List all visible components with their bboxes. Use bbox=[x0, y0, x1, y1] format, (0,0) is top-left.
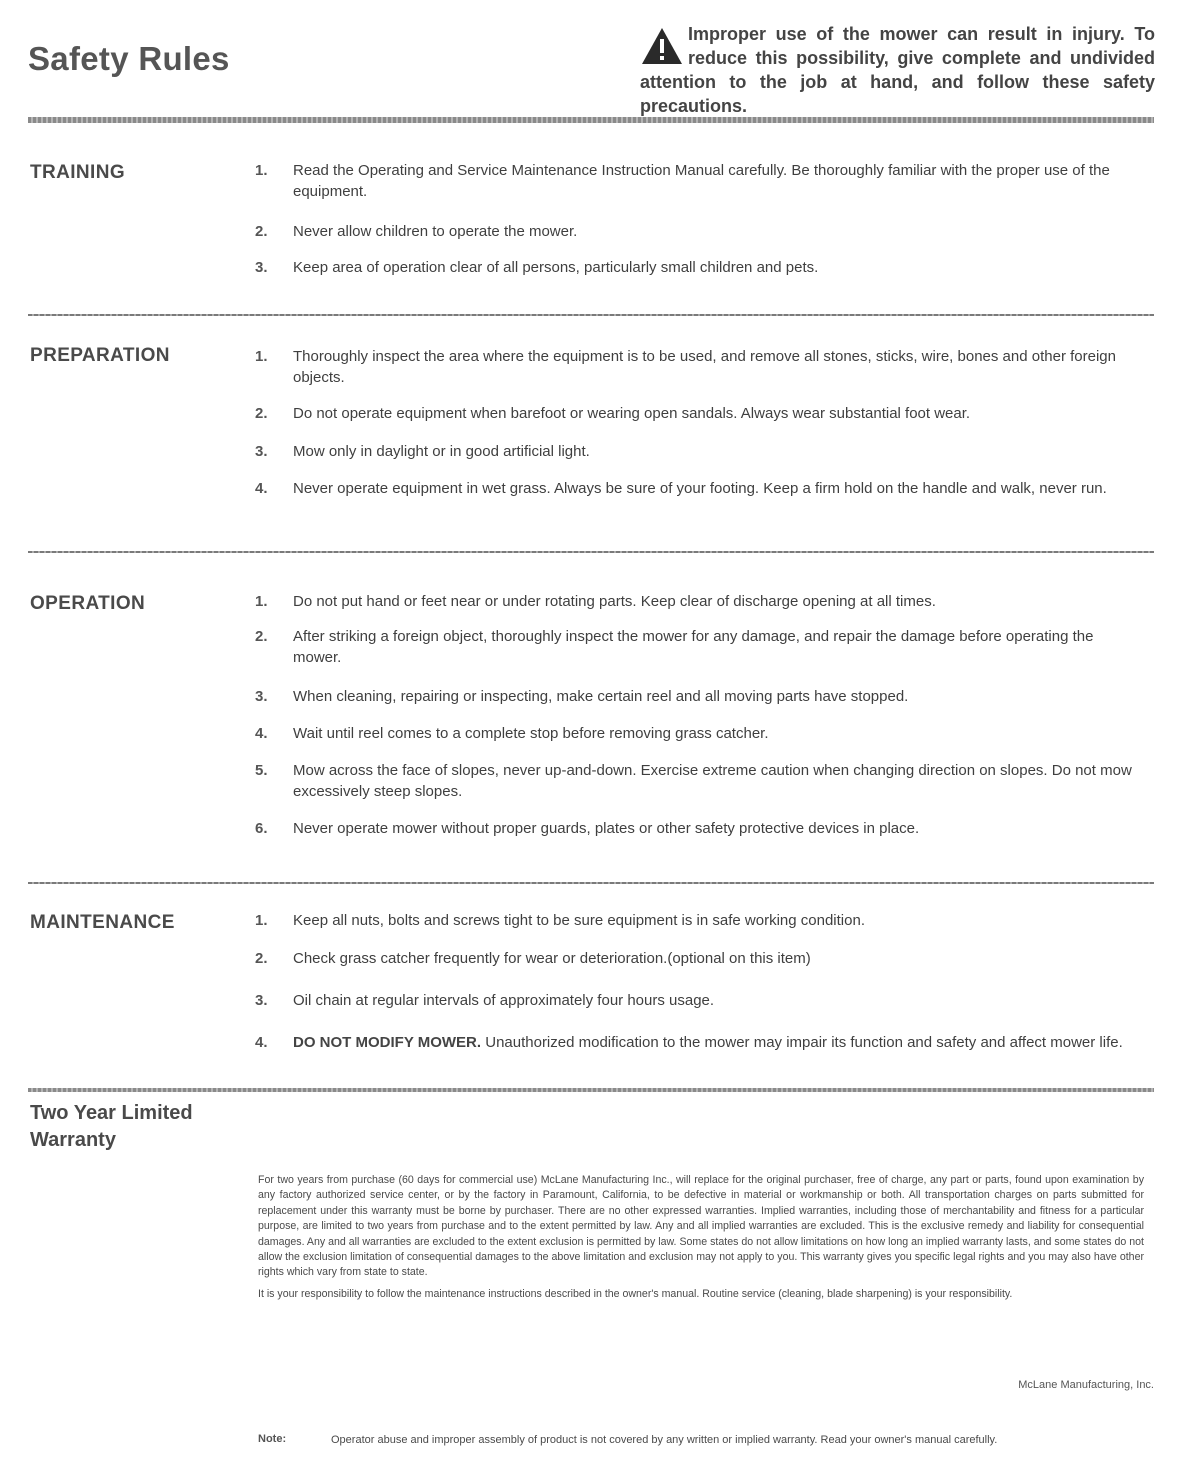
item-number: 3. bbox=[255, 443, 268, 460]
item-text: Mow across the face of slopes, never up-and-down. Exercise extreme caution when changing direction on slopes. Do not mow excessively steep slopes. bbox=[293, 762, 1132, 800]
list-item bbox=[255, 626, 1145, 668]
item-number: 6. bbox=[255, 820, 268, 837]
item-number: 3. bbox=[255, 259, 268, 276]
list-item bbox=[255, 723, 1145, 744]
section-heading-operation: OPERATION bbox=[30, 593, 146, 614]
list-item bbox=[255, 760, 1145, 802]
list-item bbox=[255, 478, 1145, 499]
item-number: 4. bbox=[255, 1034, 268, 1051]
section-heading-maintenance: MAINTENANCE bbox=[30, 912, 175, 933]
manufacturer-signature: McLane Manufacturing, Inc. bbox=[1018, 1379, 1154, 1391]
list-item bbox=[255, 441, 1145, 462]
list-item bbox=[255, 990, 1145, 1011]
item-number: 2. bbox=[255, 223, 268, 240]
list-item bbox=[255, 346, 1145, 388]
modify-warning-text: Unauthorized modification to the mower may impair its function and safety and affect mower life. bbox=[481, 1034, 1123, 1051]
list-item bbox=[255, 257, 1145, 278]
item-number: 3. bbox=[255, 992, 268, 1009]
item-number: 2. bbox=[255, 950, 268, 967]
item-text: Wait until reel comes to a complete stop before removing grass catcher. bbox=[293, 725, 769, 742]
warranty-divider bbox=[28, 1088, 1154, 1092]
item-number: 2. bbox=[255, 405, 268, 422]
item-number: 4. bbox=[255, 725, 268, 742]
section-divider bbox=[28, 882, 1154, 884]
item-text: Do not put hand or feet near or under rotating parts. Keep clear of discharge opening at all times. bbox=[293, 593, 936, 610]
item-number: 3. bbox=[255, 688, 268, 705]
item-number: 5. bbox=[255, 762, 268, 779]
item-text: Never operate mower without proper guards, plates or other safety protective devices in place. bbox=[293, 820, 920, 837]
list-item bbox=[255, 948, 1145, 969]
item-text bbox=[293, 1032, 1145, 1053]
item-text: Keep all nuts, bolts and screws tight to be sure equipment is in safe working condition. bbox=[293, 912, 865, 929]
item-text: Never operate equipment in wet grass. Always be sure of your footing. Keep a firm hold on the handle and walk, never run. bbox=[293, 480, 1107, 497]
section-divider bbox=[28, 551, 1154, 553]
item-number: 4. bbox=[255, 480, 268, 497]
item-text: Do not operate equipment when barefoot or wearing open sandals. Always wear substantial foot wear. bbox=[293, 405, 971, 422]
note-text: Operator abuse and improper assembly of product is not covered by any written or implied warranty. Read your owner's manual carefully. bbox=[331, 1434, 998, 1446]
item-text: Read the Operating and Service Maintenance Instruction Manual carefully. Be thoroughly familiar with the proper use of the equipment. bbox=[293, 162, 1110, 200]
list-item bbox=[255, 221, 1145, 242]
item-text: Thoroughly inspect the area where the equipment is to be used, and remove all stones, sticks, wire, bones and other foreign objects. bbox=[293, 348, 1116, 386]
warranty-body bbox=[258, 1173, 1144, 1308]
list-item bbox=[255, 160, 1145, 202]
warranty-title: Two Year Limited Warranty bbox=[30, 1102, 193, 1151]
item-number: 2. bbox=[255, 628, 268, 645]
item-number: 1. bbox=[255, 348, 268, 365]
item-number: 1. bbox=[255, 593, 268, 610]
item-text: Check grass catcher frequently for wear or deterioration.(optional on this item) bbox=[293, 950, 811, 967]
section-divider bbox=[28, 314, 1154, 316]
list-item bbox=[255, 910, 1145, 931]
header-divider bbox=[28, 117, 1154, 123]
warning-text: Improper use of the mower can result in injury. To reduce this possibility, give complete and undivided attention to the job at hand, and follow these safety precautions. bbox=[640, 24, 1155, 116]
page-title: Safety Rules bbox=[28, 40, 230, 77]
section-heading-preparation: PREPARATION bbox=[30, 345, 170, 366]
modify-warning: DO NOT MODIFY MOWER. bbox=[293, 1034, 482, 1051]
item-text: When cleaning, repairing or inspecting, make certain reel and all moving parts have stopped. bbox=[293, 688, 909, 705]
item-text: Mow only in daylight or in good artificial light. bbox=[293, 443, 590, 460]
item-number: 1. bbox=[255, 162, 268, 179]
list-item bbox=[255, 818, 1145, 839]
item-text: Keep area of operation clear of all persons, particularly small children and pets. bbox=[293, 259, 819, 276]
note-label: Note: bbox=[258, 1433, 287, 1445]
item-text: Oil chain at regular intervals of approximately four hours usage. bbox=[293, 992, 715, 1009]
section-heading-training: TRAINING bbox=[30, 162, 126, 183]
warning-box bbox=[640, 22, 1155, 118]
list-item bbox=[255, 686, 1145, 707]
warranty-paragraph: It is your responsibility to follow the maintenance instructions described in the owner's manual. Routine service (cleaning, blade sharpening) is your responsibility. bbox=[258, 1287, 1013, 1300]
item-text: After striking a foreign object, thoroughly inspect the mower for any damage, and repair the damage before operating the mower. bbox=[293, 628, 1094, 666]
list-item bbox=[255, 1032, 1145, 1053]
list-item bbox=[255, 591, 1145, 612]
list-item bbox=[255, 403, 1145, 424]
item-text: Never allow children to operate the mower. bbox=[293, 223, 578, 240]
warranty-paragraph: For two years from purchase (60 days for commercial use) McLane Manufacturing Inc., will replace for the original purchaser, free of charge, any part or parts, found upon examination by any factory authorized service center, or by the factory in Paramount, California, to be defective in material or workmanship or both. All transportation charges on parts submitted for replacement under this warranty must be borne by purchaser. There are no other expressed warranties. Implied warranties, including those of merchantability and fitness for a particular purpose, are limited to two years from purchase and to the extent permitted by law. Any and all implied warranties are excluded. This is the exclusive remedy and liability for consequential damages. Any and all warranties are excluded to the extent exclusion is permitted by law. Some states do not allow limitations on how long an implied warranty lasts, and some states do not allow the exclusion limitation of consequential damages to the above limitation and exclusion may not apply to you. This warranty gives you specific legal rights and you may also have other rights which vary from state to state. bbox=[258, 1174, 1144, 1279]
warning-triangle-icon bbox=[640, 26, 684, 66]
item-number: 1. bbox=[255, 912, 268, 929]
